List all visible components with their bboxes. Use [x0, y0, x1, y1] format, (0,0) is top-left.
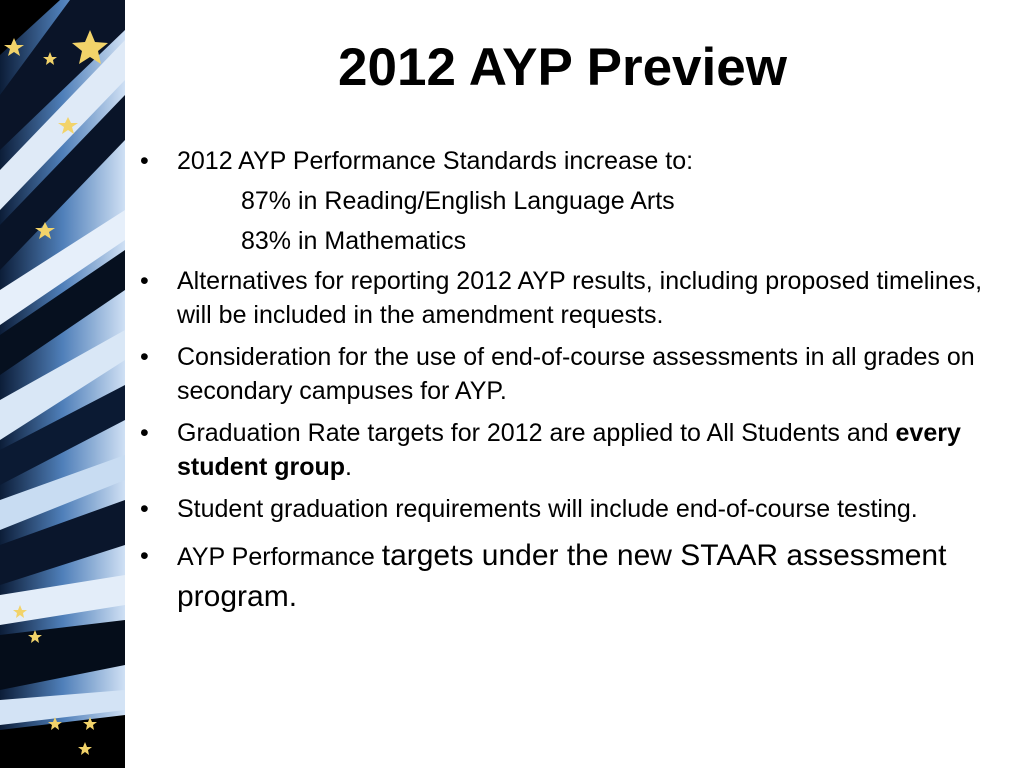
decorative-sidebar	[0, 0, 125, 768]
bullet-dot: •	[140, 343, 149, 371]
sub-item	[136, 224, 1006, 258]
bullet-emphasis: every student group	[177, 419, 961, 481]
sub-item	[136, 184, 1006, 218]
bullet-dot: •	[140, 267, 149, 295]
bullet-item	[136, 416, 1006, 484]
bullet-dot: •	[140, 495, 149, 523]
bullet-text: Student graduation requirements will include end-of-course testing.	[177, 495, 918, 523]
bullet-text-large: targets under the new STAAR assessment program.	[177, 539, 947, 613]
bullet-text: Alternatives for reporting 2012 AYP results, including proposed timelines, will be included in the amendment requests.	[177, 267, 983, 329]
bullet-dot: •	[140, 542, 149, 570]
bullet-text-end: .	[345, 453, 352, 481]
sidebar-art	[0, 0, 125, 768]
bullet-text: 2012 AYP Performance Standards increase to:	[177, 147, 694, 175]
bullet-dot: •	[140, 147, 149, 175]
bullet-item	[136, 492, 1006, 526]
bullet-text-small: AYP Performance	[177, 543, 382, 571]
bullet-text: Consideration for the use of end-of-course assessments in all grades on secondary campuses for AYP.	[177, 343, 975, 405]
bullet-item	[136, 264, 1006, 332]
bullet-list	[136, 144, 1006, 618]
bullet-dot: •	[140, 419, 149, 447]
sub-item-text: 87% in Reading/English Language Arts	[241, 187, 675, 215]
bullet-text: Graduation Rate targets for 2012 are applied to All Students and	[177, 419, 896, 447]
bullet-item	[136, 536, 1006, 618]
bullet-item	[136, 340, 1006, 408]
slide-title: 2012 AYP Preview	[338, 38, 787, 97]
sub-item-text: 83% in Mathematics	[241, 227, 467, 255]
bullet-item	[136, 144, 1006, 178]
